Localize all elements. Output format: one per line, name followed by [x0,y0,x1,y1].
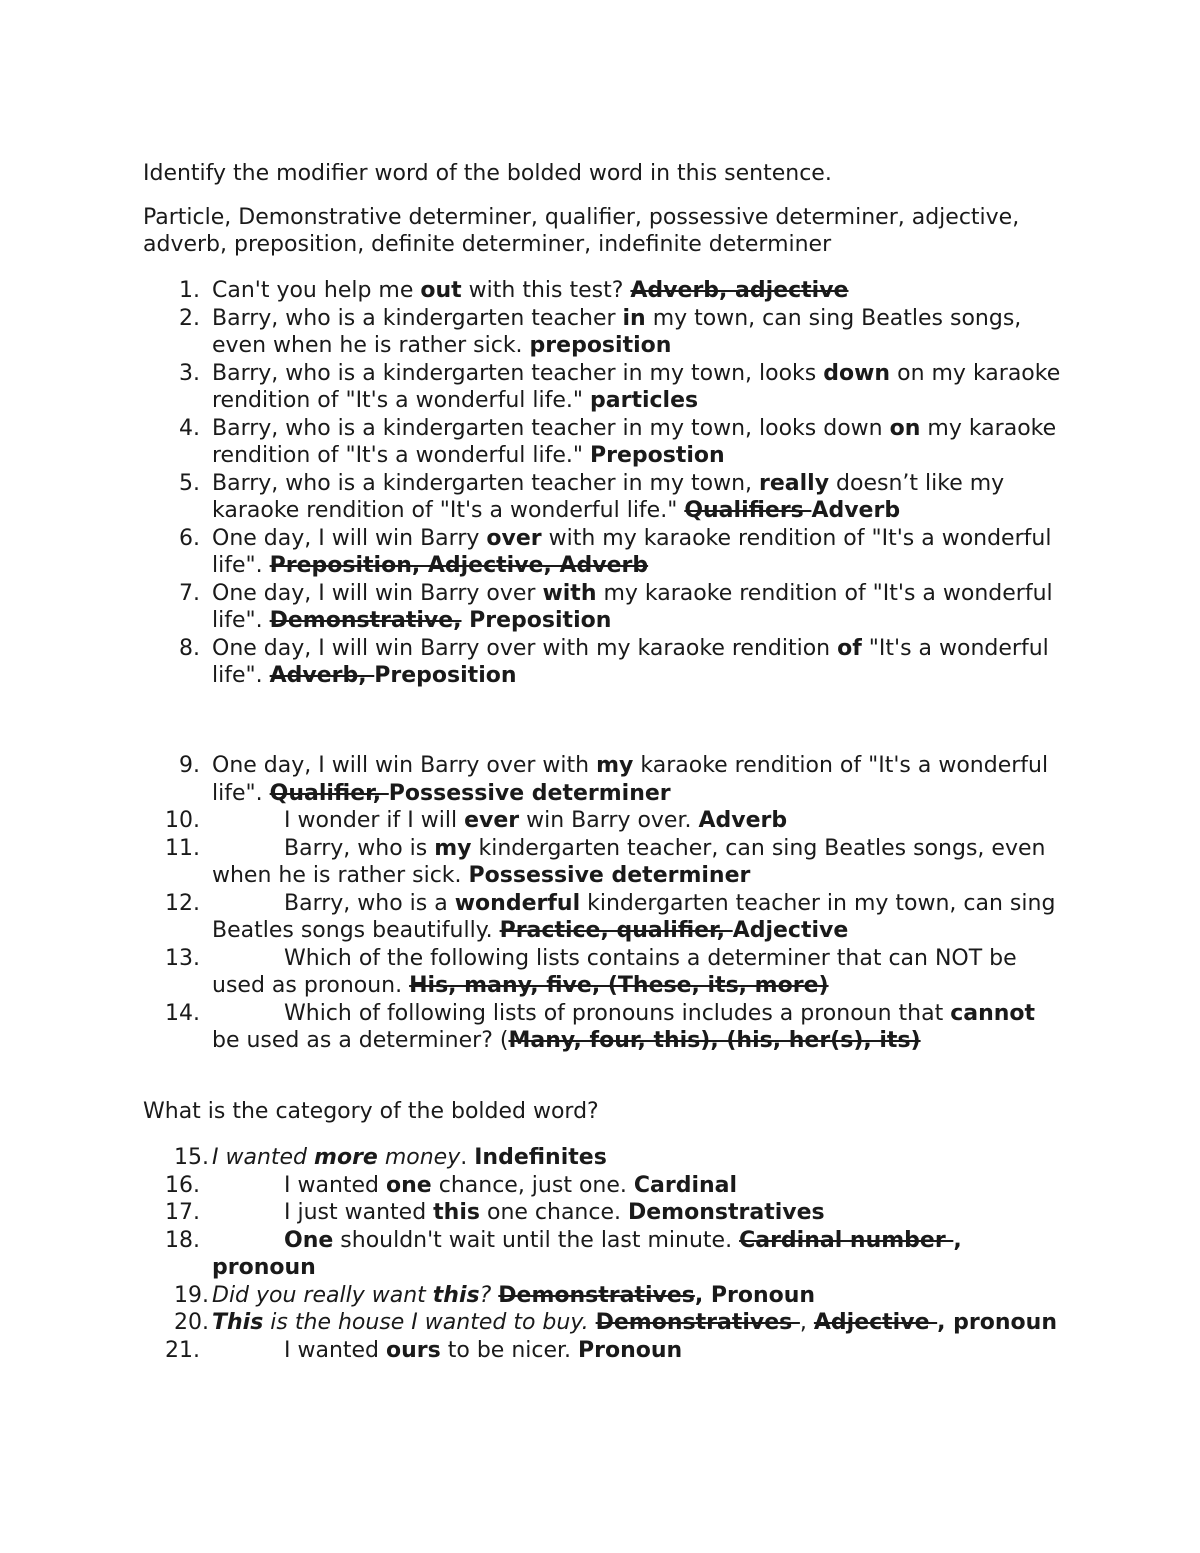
list-item [0,1227,1200,1282]
struck-answer: Demonstratives [498,1282,695,1308]
list-item [0,835,1200,890]
text-run: chance, just one. [431,1172,634,1198]
text-run: shouldn't wait until the last minute. [333,1227,740,1253]
text-run: my karaoke rendition of "It's a wonderful life." [212,415,1057,468]
item-number: 17. [165,1200,200,1225]
item-text [212,580,1062,635]
text-run: my town, can sing Beatles songs, even when he is rather sick. [212,305,1022,358]
bold-text: ever [464,808,520,833]
struck-answer: Cardinal number [739,1227,954,1253]
text-run: "It's a wonderful life". [212,635,1049,688]
item-text [212,1309,1062,1337]
text-run: ? [479,1282,499,1308]
item-text [212,305,1062,360]
bold-text: one [386,1172,432,1198]
list-item [0,1199,1200,1227]
item-number: 12. [165,890,200,916]
item-number: 6. [179,525,200,551]
text-run: Barry, who is a kindergarten teacher [212,305,623,331]
struck-answer: Demonstratives [595,1310,800,1335]
list-item [0,807,1200,835]
item-text [212,890,1062,945]
item-number: 9. [179,753,200,778]
bold-text: wonderful [454,890,581,916]
text-run: my karaoke rendition of "It's a wonderful life". [212,580,1053,633]
text-run: . [460,1145,475,1170]
item-text [212,752,1062,807]
item-text [212,1337,1062,1365]
item-text [212,360,1062,415]
text-run: One day, I will win Barry over [212,580,543,606]
item-number: 8. [179,635,200,661]
bold-text: , pronoun [937,1310,1057,1335]
bold-text: particles [590,388,699,413]
item-text [212,1282,1062,1310]
bold-text: This [212,1310,264,1335]
item-number: 3. [179,360,200,386]
text-run: money [377,1145,461,1170]
text-run: One day, I will win Barry over with [212,753,597,778]
bold-text: with [542,580,597,606]
item-text [212,1172,1062,1200]
bold-text: really [759,470,830,496]
text-run: One day, I will win Barry [212,525,487,551]
item-number: 11. [165,835,200,861]
item-number: 20. [174,1310,209,1335]
list-item [0,1309,1200,1337]
list-item [0,1172,1200,1200]
list-item [0,1000,1200,1055]
item-text [212,1199,1062,1227]
text-run: to be nicer. [440,1337,579,1363]
struck-answer: Preposition, Adjective, Adverb [269,553,649,578]
text-run: doesn’t like my karaoke rendition of "It's a wonderful life." [212,470,1005,523]
list-item [0,890,1200,945]
bold-text: Adjective [732,918,849,943]
bold-text: more [314,1145,378,1170]
question-list-1 [0,277,1200,690]
bold-text: Preposition [374,663,517,688]
text-run: Barry, who is [284,835,435,861]
text-run: I wanted [284,1337,387,1363]
text-run: kindergarten teacher in my town, can sing Beatles songs beautifully. [212,890,1056,943]
list-item [0,305,1200,360]
list-item [0,415,1200,470]
item-number: 4. [179,415,200,441]
question-list-3 [0,1144,1200,1364]
instruction-text: Identify the modifier word of the bolded word in this sentence. [143,161,832,186]
bold-text: cannot [950,1000,1036,1026]
text-run: Barry, who is a kindergarten teacher in my town, [212,470,760,496]
struck-answer: Adjective [813,1310,938,1335]
text-run: win Barry over. [519,808,699,833]
bold-text: ours [386,1337,441,1363]
text-run: Can't you help me [212,278,421,303]
item-number: 14. [165,1000,200,1026]
item-text [212,525,1062,580]
struck-answer: Many, four, this), (his, her(s), its) [508,1028,921,1053]
list-item [0,580,1200,635]
text-run: One day, I will win Barry over with my karaoke rendition [212,635,838,661]
bold-text: Prepostion [590,443,725,468]
bold-text: of [837,635,862,661]
bold-text: Indefinites [474,1145,607,1170]
list-item [0,470,1200,525]
struck-answer: Qualifiers [684,498,812,523]
list-item [0,1337,1200,1365]
text-run: Which of following lists of pronouns includes a pronoun that [284,1000,951,1026]
list-item [0,1282,1200,1310]
text-run: I just wanted [284,1200,434,1225]
item-text [212,470,1062,525]
bold-text: in [622,305,646,331]
item-number: 2. [179,305,200,331]
bold-text: Adverb [698,808,788,833]
list-item [0,277,1200,305]
struck-answer: Adverb, [269,663,375,688]
bold-text: One [284,1227,334,1253]
list-item [0,752,1200,807]
text-run: , [799,1310,814,1335]
text-run: Barry, who is a [284,890,455,916]
text-run: karaoke rendition of "It's a wonderful life". [212,753,1049,806]
question-list-2 [0,752,1200,1055]
text-run: is the house I wanted to buy. [263,1310,596,1335]
item-number: 13. [165,945,200,971]
bold-text: this [432,1282,480,1308]
item-text [212,415,1062,470]
bold-text: Adverb [811,498,901,523]
text-run: I wanted [284,1172,387,1198]
options-text: Particle, Demonstrative determiner, qualifier, possessive determiner, adjective, adverb, preposition, definite determiner, indefinite determiner [143,205,1020,257]
struck-answer: Practice, qualifier, [499,918,733,943]
item-text [212,945,1062,1000]
bold-text: Pronoun [578,1337,683,1363]
bold-text: down [823,360,891,386]
bold-text: my [596,753,634,778]
text-run: be used as a determiner? ( [212,1028,509,1053]
item-text [212,1000,1062,1055]
text-run: with this test? [461,278,631,303]
list-item [0,1144,1200,1172]
item-text [212,1144,1062,1172]
bold-text: this [433,1200,480,1225]
item-number: 5. [179,470,200,496]
text-run: I wonder if I will [284,808,465,833]
list-item [0,635,1200,690]
struck-answer: Demonstrative, [269,608,462,633]
list-item [0,525,1200,580]
item-number: 19. [174,1282,209,1308]
list-item [0,360,1200,415]
text-run: Which of the following lists contains a determiner that can NOT be used as pronoun. [212,945,1017,998]
item-text [212,1227,1062,1282]
item-number: 10. [165,808,200,833]
item-text [212,635,1062,690]
text-run: Did you really want [212,1282,433,1308]
text-run: one chance. [479,1200,628,1225]
list-item [0,945,1200,1000]
text-run: Barry, who is a kindergarten teacher in my town, looks down [212,415,890,441]
bold-text: Preposition [461,608,612,633]
item-number: 21. [165,1337,200,1363]
text-run: on my karaoke rendition of "It's a wonderful life." [212,360,1061,413]
item-text [212,277,1062,305]
text-run: I wanted [212,1145,315,1170]
bold-text: Demonstratives [628,1200,825,1225]
bold-text: Possessive determiner [468,863,751,888]
bold-text: , Pronoun [694,1282,816,1308]
struck-answer: His, many, five, (These, its, more) [409,973,829,998]
bold-text: on [889,415,921,441]
item-text [212,835,1062,890]
bold-text: , pronoun [212,1227,962,1280]
bold-text: Possessive determiner [388,780,671,806]
bold-text: my [434,835,472,861]
item-text [212,807,1062,835]
struck-answer: Adverb, adjective [630,278,849,303]
text-run: Barry, who is a kindergarten teacher in my town, looks [212,360,824,386]
bold-text: out [420,278,462,303]
item-number: 15. [174,1145,209,1170]
text-run: with my karaoke rendition of "It's a wonderful life". [212,525,1052,578]
category-question: What is the category of the bolded word? [143,1099,599,1124]
item-number: 7. [179,580,200,606]
bold-text: Cardinal [633,1172,738,1198]
text-run: kindergarten teacher, can sing Beatles songs, even when he is rather sick. [212,835,1046,888]
bold-text: over [486,525,542,551]
item-number: 16. [165,1172,200,1198]
item-number: 1. [179,278,200,303]
struck-answer: Qualifier, [269,780,389,806]
item-number: 18. [165,1227,200,1253]
bold-text: preposition [529,333,672,358]
